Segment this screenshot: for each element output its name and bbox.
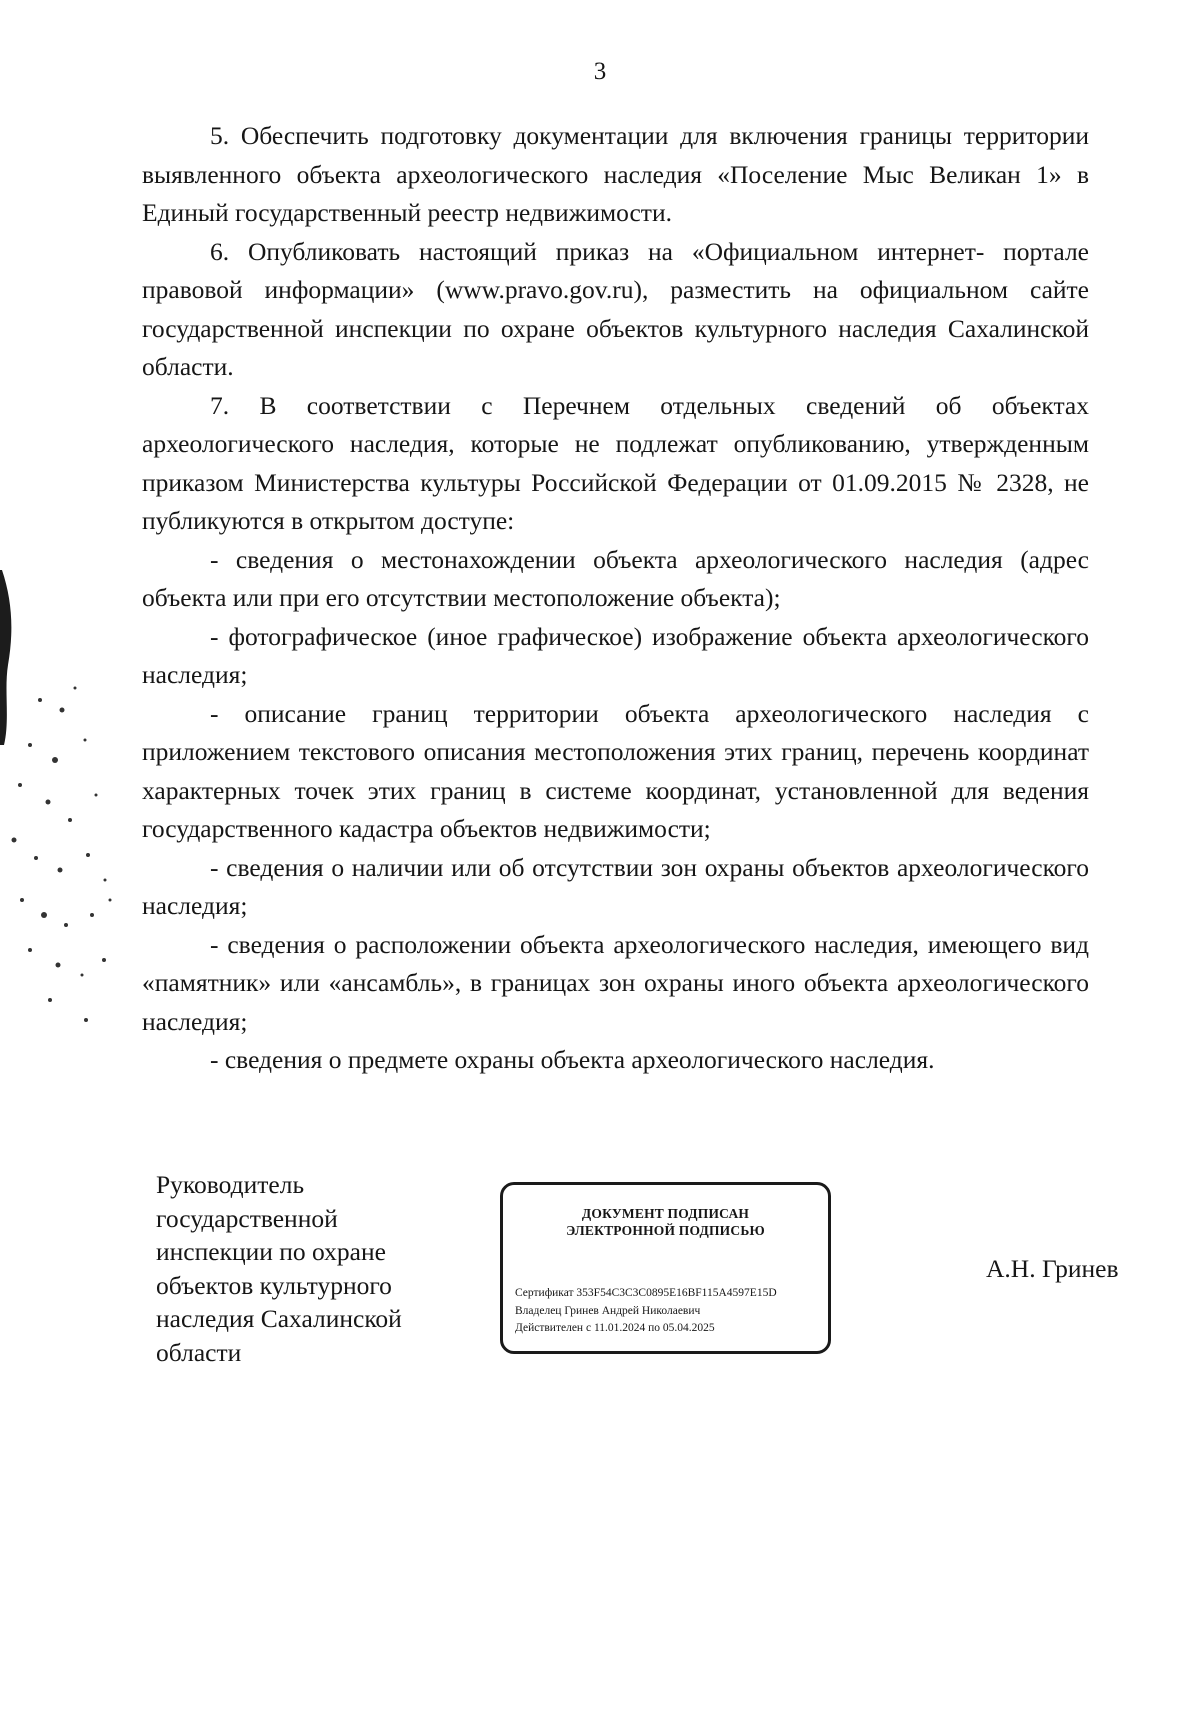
stamp-details (515, 1285, 825, 1338)
signatory-line: наследия Сахалинской (156, 1304, 402, 1333)
list-item-photo: - фотографическое (иное графическое) изображение объекта археологического наследия; (142, 621, 1089, 689)
signatory-title (156, 1168, 456, 1369)
scan-noise-graphic (0, 570, 130, 1050)
list-item-monument-location: - сведения о расположении объекта археологического наследия, имеющего вид «памятник» или «ансамбль», в границах зон охраны иного объекта археологического наследия; (142, 929, 1089, 1036)
stamp-title (503, 1205, 828, 1239)
electronic-signature-stamp (500, 1182, 831, 1354)
signatory-line: области (156, 1337, 242, 1367)
document-body (142, 117, 1089, 1080)
scan-noise (0, 570, 130, 1050)
stamp-title-line: ДОКУМЕНТ ПОДПИСАН (581, 1206, 750, 1221)
paragraph-7: 7. В соответствии с Перечнем отдельных сведений об объектах археологического наследия, которые не подлежат опубликованию, утвержденным приказом Министерства культуры Российской Федерации от 01.09.2015 № 2328, не публикуются в открытом доступе: (142, 390, 1089, 535)
stamp-validity: Действителен с 11.01.2024 по 05.04.2025 (515, 1322, 715, 1334)
list-item-location: - сведения о местонахождении объекта археологического наследия (адрес объекта или при его отсутствии местоположение объекта); (142, 544, 1089, 612)
list-item-boundaries: - описание границ территории объекта археологического наследия с приложением текстового описания местоположения этих границ, перечень координат характерных точек этих границ в системе координат, установленной для ведения государственного кадастра объектов недвижимости; (142, 698, 1089, 843)
list-item-protection-zones: - сведения о наличии или об отсутствии зон охраны объектов археологического наследия; (142, 852, 1089, 920)
signatory-line: инспекции по охране (156, 1237, 386, 1266)
paragraph-5: 5. Обеспечить подготовку документации для включения границы территории выявленного объекта археологического наследия «Поселение Мыс Великан 1» в Единый государственный реестр недвижимости. (142, 121, 1089, 227)
stamp-certificate: Сертификат 353F54C3C3C0895E16BF115A4597E15D (515, 1287, 777, 1299)
signatory-line: объектов культурного (156, 1270, 392, 1300)
signer-name: А.Н. Гринев (986, 1254, 1119, 1283)
page-number: 3 (593, 58, 607, 85)
list-item-protection-subject: - сведения о предмете охраны объекта археологического наследия. (210, 1045, 935, 1074)
stamp-title-line: ЭЛЕКТРОННОЙ ПОДПИСЬЮ (566, 1223, 765, 1238)
signatory-line: Руководитель (156, 1170, 305, 1199)
signatory-line: государственной (156, 1203, 338, 1233)
stamp-owner: Владелец Гринев Андрей Николаевич (515, 1304, 701, 1317)
paragraph-6: 6. Опубликовать настоящий приказ на «Официальном интернет- портале правовой информации» (www.pravo.gov.ru), разместить на официальном сайте государственной инспекции по охране объектов культурного наследия Сахалинской области. (142, 236, 1089, 381)
